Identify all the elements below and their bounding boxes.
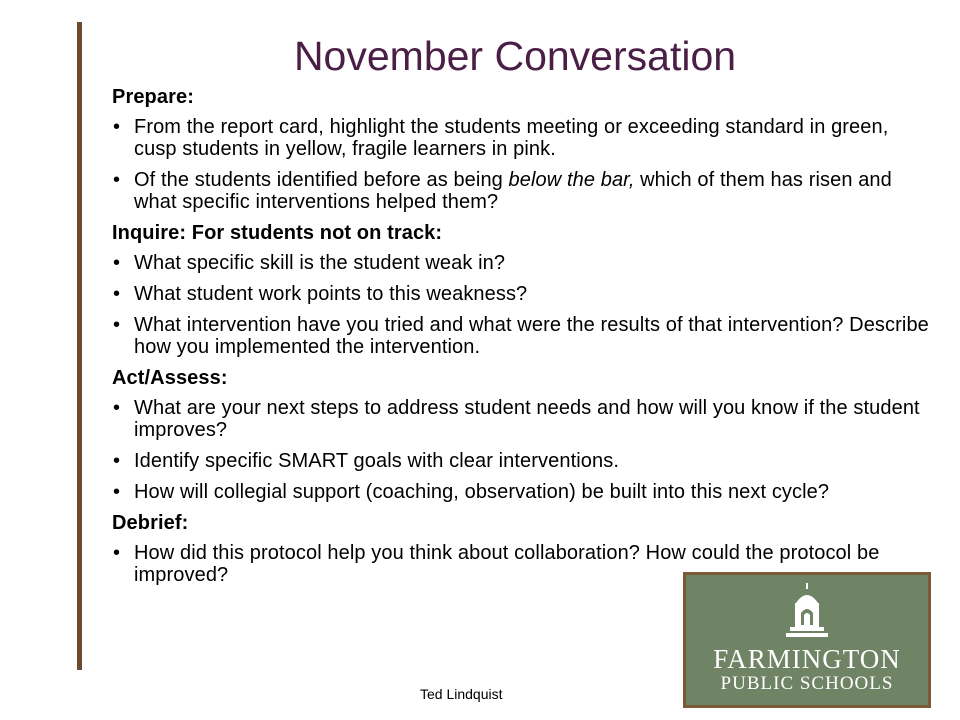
bullet-icon: • [113,314,121,336]
bullet-icon: • [113,283,121,305]
section-heading: Prepare: [112,86,194,108]
bullet-icon: • [113,450,121,472]
list-item [112,450,932,472]
list-item [112,314,932,358]
list-item-text: How will collegial support (coaching, observation) be built into this next cycle? [134,481,830,503]
list-item-text: From the report card, highlight the students meeting or exceeding standard in green, cusp students in yellow, fragile learners in pink. [134,116,889,160]
bullet-list [112,116,932,213]
bullet-icon: • [113,169,121,191]
section-heading: Inquire: For students not on track: [112,222,443,244]
list-item [112,481,932,503]
list-item [112,397,932,441]
list-item-text [134,169,892,213]
section-act-assess [112,367,932,503]
bullet-icon: • [113,252,121,274]
text-run: Of the students identified before as being [134,169,509,191]
slide-content [112,80,932,595]
list-item [112,252,932,274]
list-item-text: Identify specific SMART goals with clear interventions. [134,450,619,472]
bullet-icon: • [113,542,121,564]
section-prepare [112,86,932,213]
bullet-icon: • [113,397,121,419]
footer-author: Ted Lindquist [420,686,503,702]
bullet-icon: • [113,116,121,138]
list-item [112,116,932,160]
bullet-list [112,252,932,358]
cupola-building-icon [786,583,828,641]
text-run: which of them has risen and what specific interventions helped them? [134,169,892,213]
list-item [112,169,932,213]
section-heading: Debrief: [112,512,189,534]
list-item-text: How did this protocol help you think about collaboration? How could the protocol be improved? [134,542,880,586]
bullet-list [112,397,932,503]
logo-name: FARMINGTON [713,644,901,674]
emphasis-text: below the bar, [508,169,635,191]
list-item-text: What are your next steps to address student needs and how will you know if the student improves? [134,397,920,441]
logo-subtitle: PUBLIC SCHOOLS [720,673,894,694]
left-rule [77,22,82,670]
bullet-icon: • [113,481,121,503]
section-inquire [112,222,932,358]
list-item-text: What student work points to this weakness? [134,283,528,305]
slide-title: November Conversation [293,33,737,79]
list-item-text: What specific skill is the student weak in? [134,252,506,274]
list-item-text: What intervention have you tried and what were the results of that intervention? Describe how you implemented the intervention. [134,314,929,358]
section-heading: Act/Assess: [112,367,228,389]
farmington-logo [683,572,931,708]
list-item [112,283,932,305]
